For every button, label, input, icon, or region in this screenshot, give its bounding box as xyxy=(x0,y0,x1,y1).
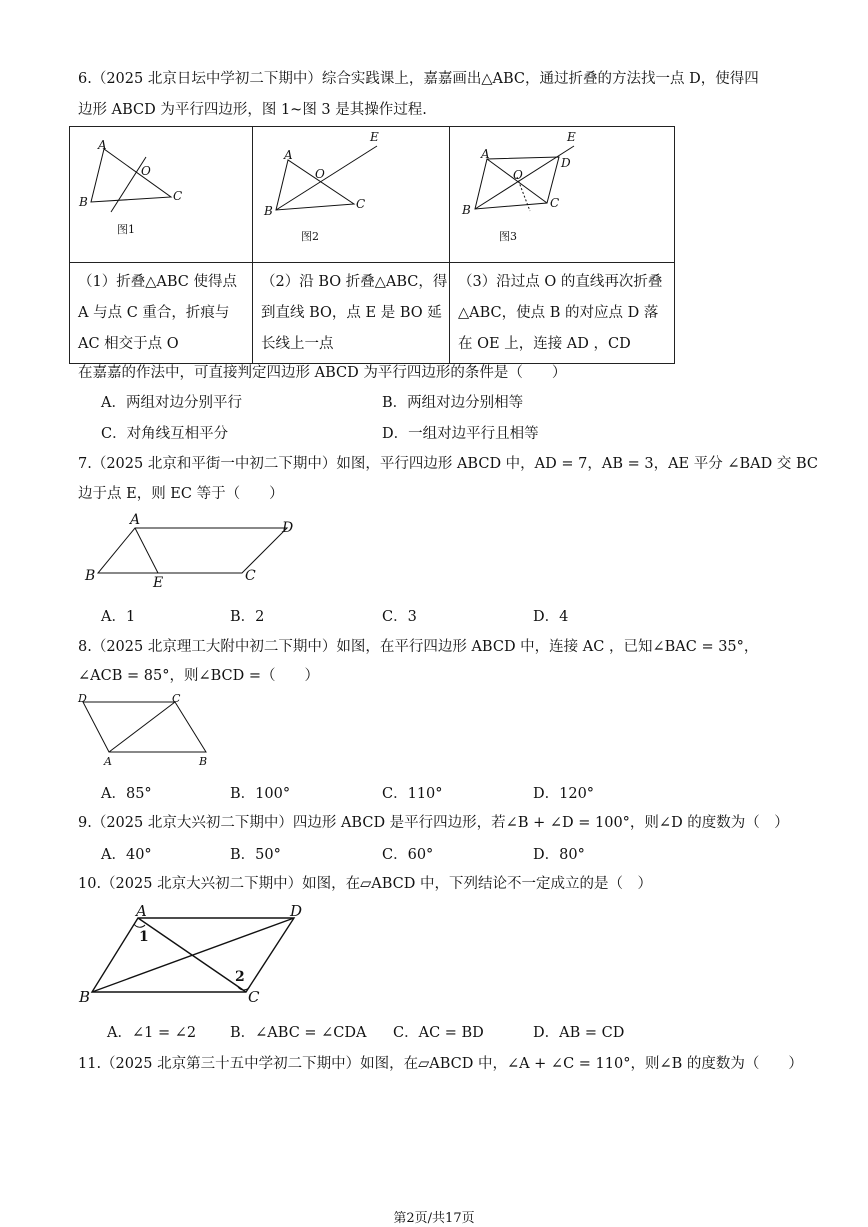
fig3-label-e: E xyxy=(567,130,576,144)
fig1-label-b: B xyxy=(79,195,88,209)
step1-line1: （1）折叠△ABC 使得点 xyxy=(78,274,237,290)
q8-text-line2: ∠ACB = 85°，则∠BCD =（ ） xyxy=(78,668,319,684)
q6-fold-table xyxy=(69,126,675,364)
q6-option-d[interactable]: D．一组对边平行且相等 xyxy=(382,426,539,442)
q6-question: 在嘉嘉的作法中，可直接判定四边形 ABCD 为平行四边形的条件是（ ） xyxy=(78,365,567,381)
step1-line3: AC 相交于点 O xyxy=(78,336,179,352)
step1-line2: A 与点 C 重合，折痕与 xyxy=(78,305,230,321)
q7-label-e: E xyxy=(153,575,164,590)
fig2-label-c: C xyxy=(356,197,366,211)
q6-step1-cell xyxy=(70,263,253,364)
q7-label-a: A xyxy=(130,512,141,528)
q6-option-a[interactable]: A．两组对边分别平行 xyxy=(101,395,242,411)
q6-figure-1 xyxy=(70,127,252,258)
q8-label-c: C xyxy=(172,692,181,705)
q6-text-line1: 6.（2025 北京日坛中学初二下期中）综合实践课上，嘉嘉画出△ABC，通过折叠的方法找一点 D，使得四 xyxy=(78,71,759,87)
q6-option-b[interactable]: B．两组对边分别相等 xyxy=(382,395,524,411)
q10-angle-2: 2 xyxy=(235,969,245,985)
q10-option-a[interactable]: A．∠1 = ∠2 xyxy=(107,1025,197,1041)
q8-figure xyxy=(72,690,222,770)
fig1-label-o: O xyxy=(141,164,151,178)
fig3-label-o: O xyxy=(513,168,523,182)
step2-line2: 到直线 BO，点 E 是 BO 延 xyxy=(261,305,442,321)
page-footer: 第2页/共17页 xyxy=(393,1211,475,1226)
q6-fig1-cell xyxy=(70,127,253,263)
q6-step3-cell xyxy=(450,263,675,364)
fig1-label-a: A xyxy=(98,138,107,152)
q10-text-line1: 10.（2025 北京大兴初二下期中）如图，在▱ABCD 中，下列结论不一定成立的是（ ） xyxy=(78,876,652,892)
q8-option-c[interactable]: C．110° xyxy=(382,786,443,802)
fig1-label-c: C xyxy=(173,189,183,203)
fig2-label-o: O xyxy=(315,167,325,181)
q10-angle-1: 1 xyxy=(139,929,149,945)
step2-line1: （2）沿 BO 折叠△ABC，得 xyxy=(261,274,448,290)
q7-option-c[interactable]: C．3 xyxy=(382,609,417,625)
fig3-label-b: B xyxy=(462,203,471,217)
step3-line2: △ABC，使点 B 的对应点 D 落 xyxy=(458,305,659,321)
q6-figure-2 xyxy=(253,127,449,258)
q10-label-a: A xyxy=(136,902,147,920)
q8-option-b[interactable]: B．100° xyxy=(230,786,291,802)
q7-option-d[interactable]: D．4 xyxy=(533,609,569,625)
fig3-label-a: A xyxy=(481,147,490,161)
q7-text-line1: 7.（2025 北京和平街一中初二下期中）如图，平行四边形 ABCD 中，AD = 7，AB = 3，AE 平分 ∠BAD 交 BC xyxy=(78,456,818,472)
fig3-label-c: C xyxy=(550,196,560,210)
q8-label-b: B xyxy=(199,755,208,768)
q8-option-d[interactable]: D．120° xyxy=(533,786,595,802)
q6-option-c[interactable]: C．对角线互相平分 xyxy=(101,426,229,442)
q7-label-d: D xyxy=(282,520,294,536)
q7-option-a[interactable]: A．1 xyxy=(101,609,136,625)
q9-text-line1: 9.（2025 北京大兴初二下期中）四边形 ABCD 是平行四边形，若∠B + ∠D = 100°，则∠D 的度数为（ ） xyxy=(78,815,789,831)
q10-figure xyxy=(75,898,315,1010)
q10-label-c: C xyxy=(248,988,260,1006)
q7-text-line2: 边于点 E，则 EC 等于（ ） xyxy=(78,486,284,502)
step2-line3: 长线上一点 xyxy=(261,336,334,352)
fig2-label-e: E xyxy=(370,130,379,144)
q11-text-line1: 11.（2025 北京第三十五中学初二下期中）如图，在▱ABCD 中，∠A + ∠C = 110°，则∠B 的度数为（ ） xyxy=(78,1056,803,1072)
fig3-label-d: D xyxy=(561,156,571,170)
q9-option-b[interactable]: B．50° xyxy=(230,847,281,863)
q8-label-d: D xyxy=(78,692,87,705)
q6-figure-3 xyxy=(450,127,674,258)
q8-label-a: A xyxy=(104,755,112,768)
fig1-caption: 图1 xyxy=(117,223,135,236)
q10-label-b: B xyxy=(79,988,91,1006)
q7-figure xyxy=(78,508,318,590)
step3-line3: 在 OE 上，连接 AD ，CD xyxy=(458,336,631,352)
fig2-label-a: A xyxy=(284,148,293,162)
q6-text-line2: 边形 ABCD 为平行四边形，图 1~图 3 是其操作过程. xyxy=(78,102,427,118)
q6-fig2-cell xyxy=(253,127,450,263)
q6-step2-cell xyxy=(253,263,450,364)
fig2-caption: 图2 xyxy=(301,230,319,243)
q8-text-line1: 8.（2025 北京理工大附中初二下期中）如图，在平行四边形 ABCD 中，连接 AC ，已知∠BAC = 35°， xyxy=(78,639,759,655)
q7-label-c: C xyxy=(245,568,256,584)
q9-option-d[interactable]: D．80° xyxy=(533,847,585,863)
q10-option-c[interactable]: C．AC = BD xyxy=(393,1025,484,1041)
fig2-label-b: B xyxy=(264,204,273,218)
q6-fig3-cell xyxy=(450,127,675,263)
q9-option-a[interactable]: A．40° xyxy=(101,847,152,863)
q10-option-b[interactable]: B．∠ABC = ∠CDA xyxy=(230,1025,367,1041)
q8-option-a[interactable]: A．85° xyxy=(101,786,152,802)
q10-label-d: D xyxy=(290,902,303,920)
q9-option-c[interactable]: C．60° xyxy=(382,847,434,863)
q10-option-d[interactable]: D．AB = CD xyxy=(533,1025,625,1041)
q7-option-b[interactable]: B．2 xyxy=(230,609,265,625)
q7-label-b: B xyxy=(85,568,96,584)
fig3-caption: 图3 xyxy=(499,230,517,243)
step3-line1: （3）沿过点 O 的直线再次折叠 xyxy=(458,274,663,290)
